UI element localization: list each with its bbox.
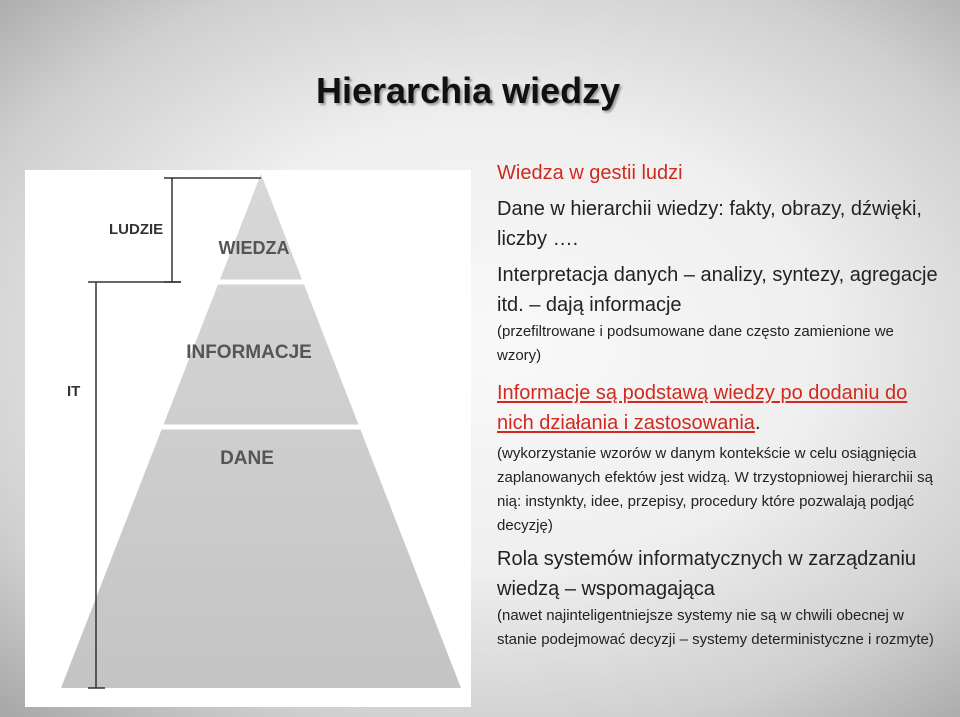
dane-paragraph: Dane w hierarchii wiedzy: fakty, obrazy, dźwięki, liczby …. — [497, 198, 922, 250]
label-wiedza: WIEDZA — [218, 238, 290, 258]
heading-wiedza-w-gestii: Wiedza w gestii ludzi — [497, 162, 683, 184]
label-dane: DANE — [220, 448, 274, 469]
interpretacja-paragraph: Interpretacja danych – analizy, syntezy, agregacje itd. – dają informacje — [497, 264, 938, 316]
label-it: IT — [67, 383, 81, 400]
page-title: Hierarchia wiedzy — [316, 70, 621, 111]
label-informacje: INFORMACJE — [186, 342, 312, 363]
knowledge-pyramid-figure — [25, 170, 471, 707]
label-ludzie: LUDZIE — [109, 221, 164, 238]
wykorzystanie-note: (wykorzystanie wzorów w danym kontekście w celu osiągnięcia zaplanowanych efektów jest widzą. W trzystopniowej hierarchii są nią: instynkty, idee, przepisy, procedury które pozwalają podjąć decyzję) — [497, 445, 934, 534]
interpretacja-note: (przefiltrowane i podsumowane dane często zamienione we wzory) — [497, 323, 894, 364]
rola-note: (nawet najinteligentniejsze systemy nie są w chwili obecnej w stanie podejmować decyzji – systemy deterministyczne i rozmyte) — [497, 607, 934, 648]
informacje-period: . — [754, 412, 761, 434]
informacje-paragraph — [497, 378, 942, 438]
slide-content — [497, 158, 942, 652]
rola-paragraph: Rola systemów informatycznych w zarządzaniu wiedzą – wspomagająca — [497, 548, 917, 600]
informacje-link[interactable]: Informacje są podstawą wiedzy po dodaniu do nich działania i zastosowania — [497, 382, 908, 434]
